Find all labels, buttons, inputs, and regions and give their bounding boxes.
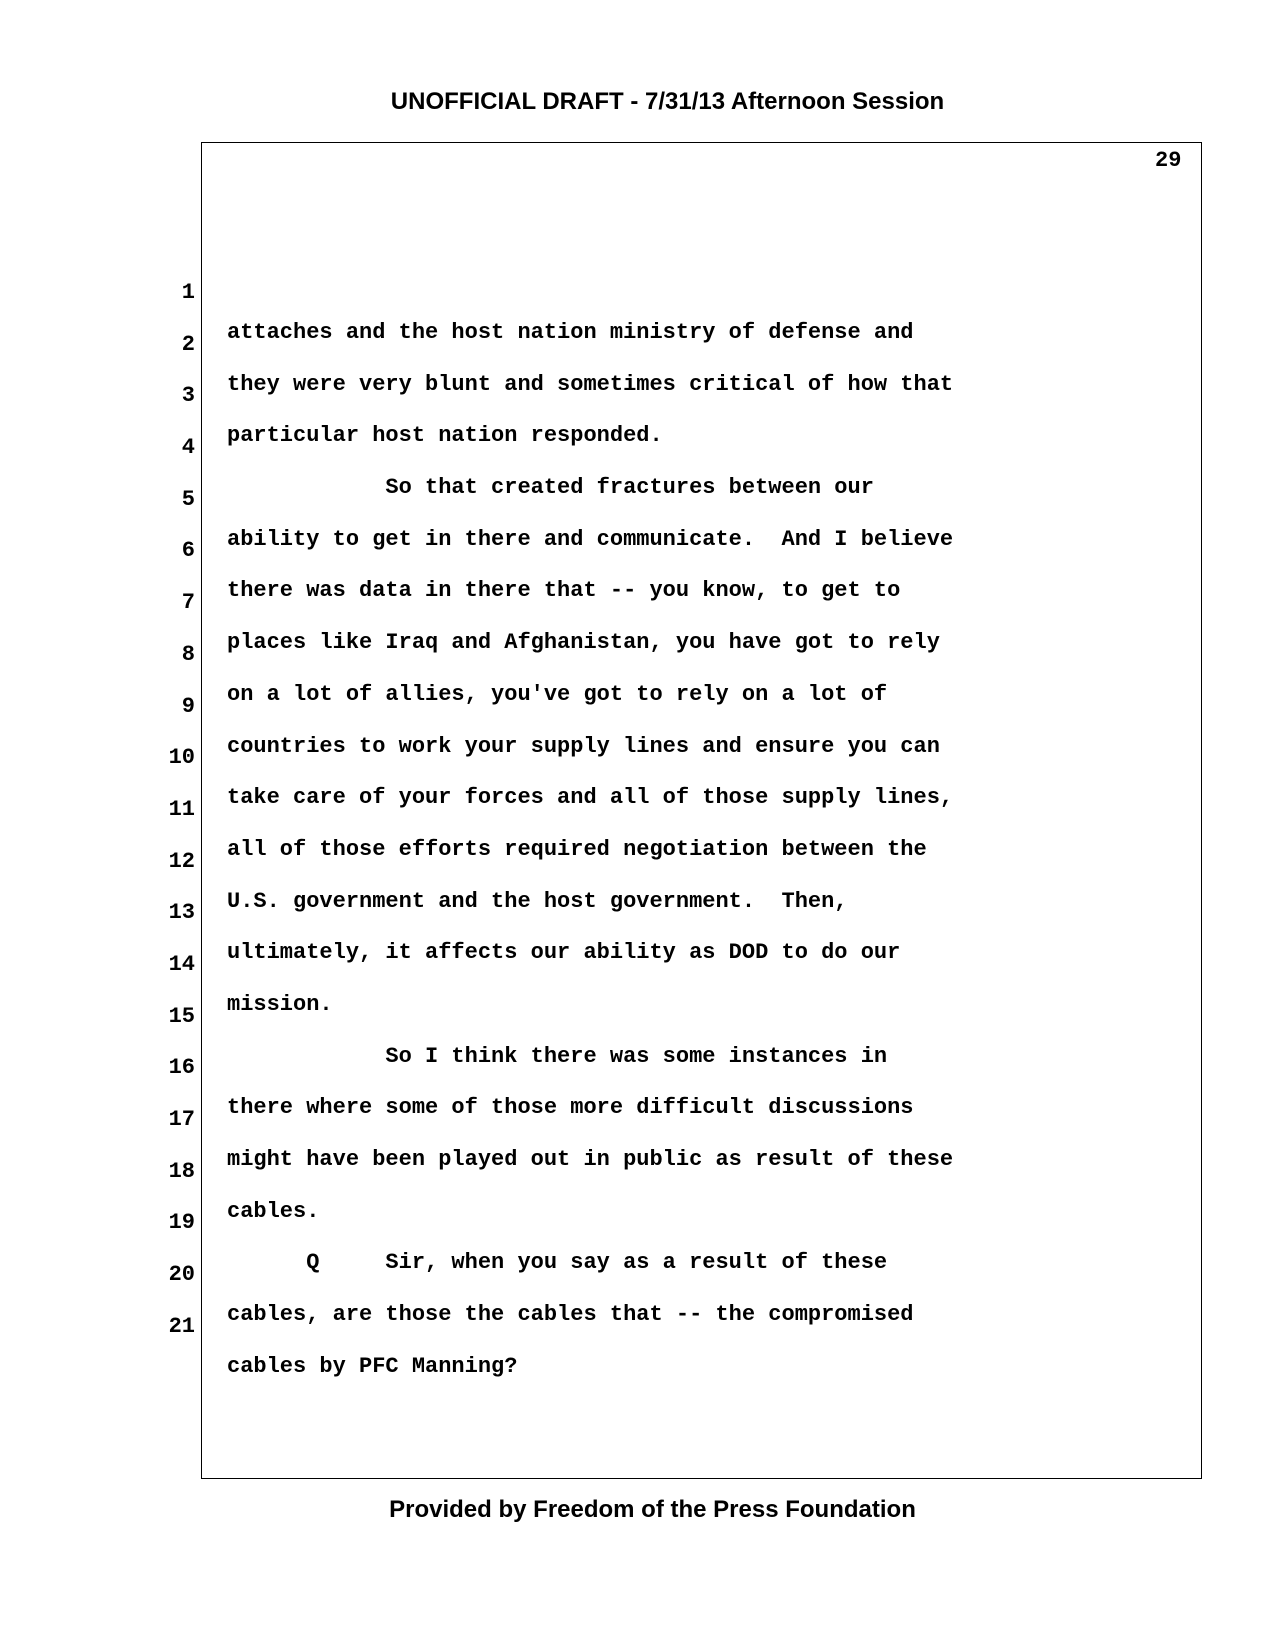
line-number: 6 — [181, 538, 195, 564]
line-text: So that created fractures between our — [227, 475, 874, 501]
line-text: they were very blunt and sometimes critical of how that — [227, 371, 954, 397]
line-number: 13 — [168, 900, 195, 926]
page-number: 29 — [1155, 148, 1182, 173]
line-number: 20 — [168, 1262, 195, 1288]
line-number: 17 — [168, 1107, 195, 1132]
line-number: 10 — [168, 745, 195, 771]
line-text: might have been played out in public as result of these — [227, 1147, 954, 1172]
line-text: ability to get in there and communicate. And I believe — [227, 526, 954, 552]
transcript-line — [150, 491, 1050, 604]
line-text: attaches and the host nation ministry of defense and — [227, 320, 914, 345]
line-number: 9 — [181, 693, 195, 719]
line-number: 12 — [168, 848, 195, 874]
transcript-line — [150, 388, 1050, 501]
page-footer-attribution: Provided by Freedom of the Press Foundation — [389, 1496, 916, 1523]
line-number: 16 — [168, 1055, 195, 1081]
line-number: 2 — [181, 331, 195, 357]
line-number: 8 — [181, 641, 195, 667]
line-number: 18 — [168, 1158, 195, 1184]
line-number: 7 — [181, 590, 195, 616]
transcript-line — [150, 336, 1050, 449]
line-text: U.S. government and the host government. Then, — [227, 888, 848, 914]
transcript-line — [150, 440, 1050, 552]
line-text: there was data in there that -- you know, to get to — [227, 578, 901, 604]
transcript-line — [150, 595, 1050, 707]
line-text: places like Iraq and Afghanistan, you have got to rely — [227, 630, 940, 656]
line-number: 19 — [168, 1210, 195, 1236]
line-text: take care of your forces and all of those supply lines, — [227, 785, 954, 811]
line-number: 11 — [168, 796, 195, 822]
transcript-line — [150, 285, 1050, 397]
line-text: cables, are those the cables that -- the compromised — [227, 1302, 914, 1328]
line-text: cables. — [227, 1198, 320, 1224]
line-number: 15 — [168, 1003, 195, 1029]
line-number: 21 — [168, 1313, 195, 1339]
transcript-lines — [150, 233, 1050, 1379]
line-text: particular host nation responded. — [227, 423, 663, 449]
line-number: 5 — [181, 486, 195, 512]
line-text: mission. — [227, 991, 333, 1017]
line-text: on a lot of allies, you've got to rely on a lot of — [227, 681, 888, 707]
line-text: there where some of those more difficult discussions — [227, 1095, 914, 1121]
line-number: 3 — [181, 383, 195, 409]
line-text: So I think there was some instances in — [227, 1043, 888, 1069]
line-number: 1 — [181, 280, 195, 305]
line-text: countries to work your supply lines and ensure you can — [227, 733, 940, 759]
transcript-line — [150, 543, 1050, 656]
transcript-line — [150, 233, 1050, 345]
line-text: cables by PFC Manning? — [227, 1353, 518, 1379]
line-text: Q Sir, when you say as a result of these — [227, 1250, 888, 1276]
line-number: 4 — [181, 435, 195, 461]
page-header-title: UNOFFICIAL DRAFT - 7/31/13 Afternoon Session — [390, 88, 945, 115]
line-text: ultimately, it affects our ability as DOD to do our — [227, 940, 901, 966]
transcript-line — [150, 1267, 1050, 1379]
line-text: all of those efforts required negotiation between the — [227, 836, 927, 862]
line-number: 14 — [168, 951, 195, 977]
